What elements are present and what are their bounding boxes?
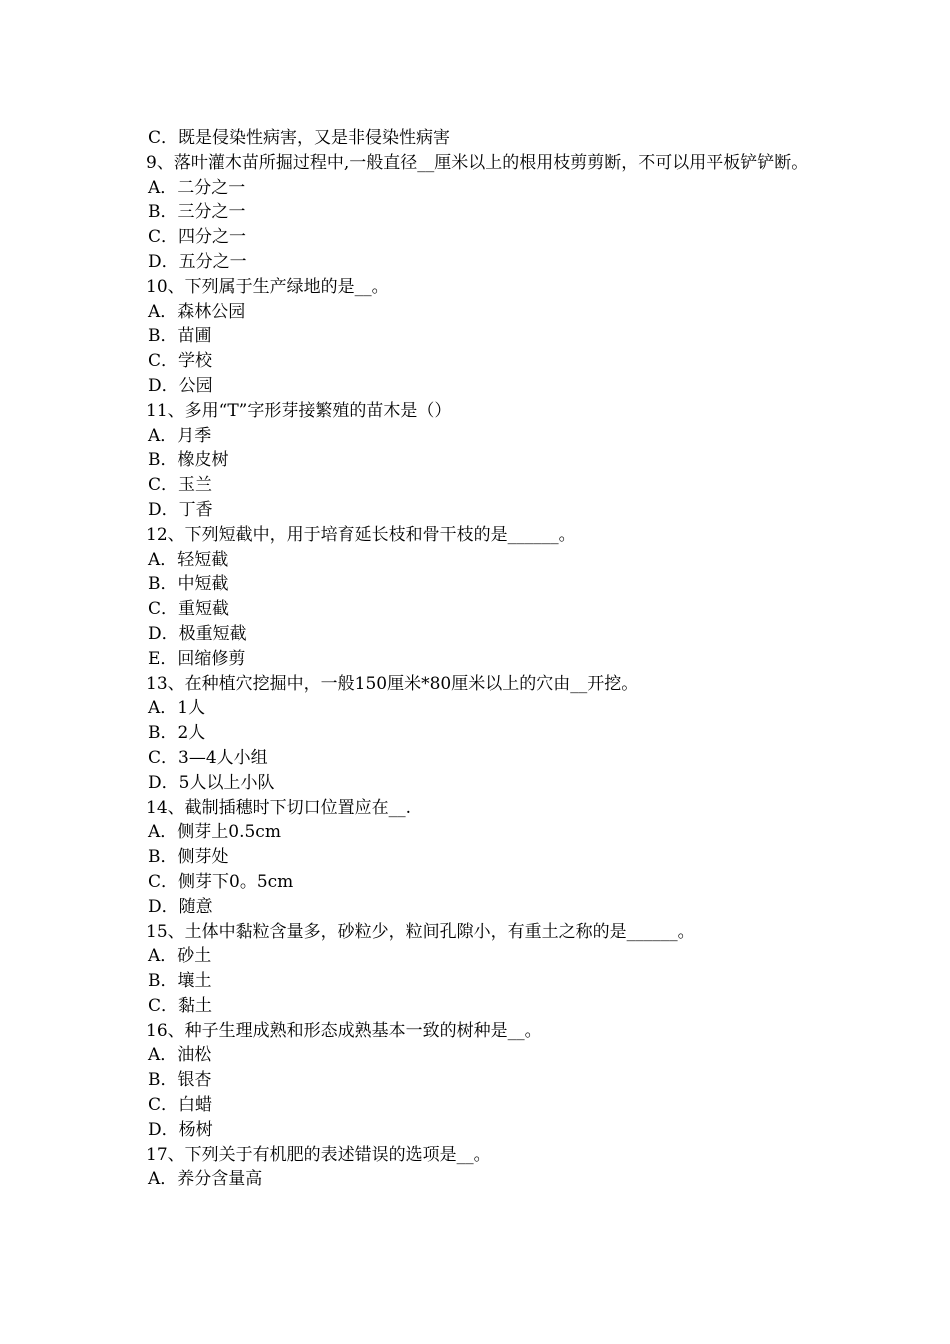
- answer-option: A．月季: [148, 425, 212, 446]
- answer-option: D．丁香: [148, 499, 213, 520]
- answer-option: B．橡皮树: [148, 450, 229, 471]
- answer-option: C．侧芽下0。5cm: [148, 871, 294, 892]
- answer-option: A．森林公园: [148, 301, 246, 322]
- question-text: 11、多用“T”字形芽接繁殖的苗木是（）: [146, 400, 452, 421]
- question-text: 12、下列短截中，用于培育延长枝和骨干枝的是______。: [146, 524, 576, 545]
- answer-option: A．油松: [148, 1045, 212, 1066]
- answer-option: A．砂土: [148, 946, 212, 967]
- question-text: 16、种子生理成熟和形态成熟基本一致的树种是__。: [146, 1020, 542, 1041]
- answer-option: B．侧芽处: [148, 847, 229, 868]
- answer-option: C．3—4人小组: [148, 747, 268, 768]
- answer-option: C．既是侵染性病害，又是非侵染性病害: [148, 128, 451, 148]
- question-text: 14、截制插穗时下切口位置应在__.: [146, 797, 412, 818]
- answer-option: D．随意: [148, 896, 213, 917]
- answer-option: C．重短截: [148, 599, 230, 620]
- answer-option: A．二分之一: [148, 177, 246, 198]
- question-text: 13、在种植穴挖掘中，一般150厘米*80厘米以上的穴由__开挖。: [146, 673, 639, 694]
- answer-option: C．玉兰: [148, 475, 213, 496]
- document-page: [146, 126, 826, 1192]
- answer-option: A．轻短截: [148, 549, 229, 570]
- answer-option: A．养分含量高: [148, 1169, 263, 1190]
- question-text: 17、下列关于有机肥的表述错误的选项是__。: [146, 1144, 491, 1165]
- answer-option: C．学校: [148, 351, 213, 372]
- question-text: 9、落叶灌木苗所掘过程中,一般直径__厘米以上的根用枝剪剪断，不可以用平板铲铲断。: [146, 152, 809, 173]
- answer-option: D．杨树: [148, 1119, 213, 1140]
- answer-option: D．极重短截: [148, 623, 247, 644]
- answer-option: C．黏土: [148, 995, 213, 1016]
- answer-option: B．银杏: [148, 1070, 212, 1091]
- answer-option: A．1人: [148, 698, 206, 719]
- question-text: 15、土体中黏粒含量多，砂粒少，粒间孔隙小，有重土之称的是______。: [146, 921, 695, 942]
- answer-option: D．5人以上小队: [148, 772, 275, 793]
- answer-option: B．中短截: [148, 574, 229, 595]
- answer-option: D．五分之一: [148, 251, 247, 272]
- answer-option: B．2人: [148, 723, 206, 744]
- question-text: 10、下列属于生产绿地的是__。: [146, 276, 389, 297]
- answer-option: E．回缩修剪: [148, 648, 246, 669]
- answer-option: D．公园: [148, 375, 213, 396]
- answer-option: C．四分之一: [148, 227, 247, 248]
- answer-option: C．白蜡: [148, 1095, 213, 1116]
- answer-option: B．苗圃: [148, 326, 212, 347]
- answer-option: B．三分之一: [148, 202, 246, 223]
- answer-option: B．壤土: [148, 971, 212, 992]
- answer-option: A．侧芽上0.5cm: [148, 822, 281, 843]
